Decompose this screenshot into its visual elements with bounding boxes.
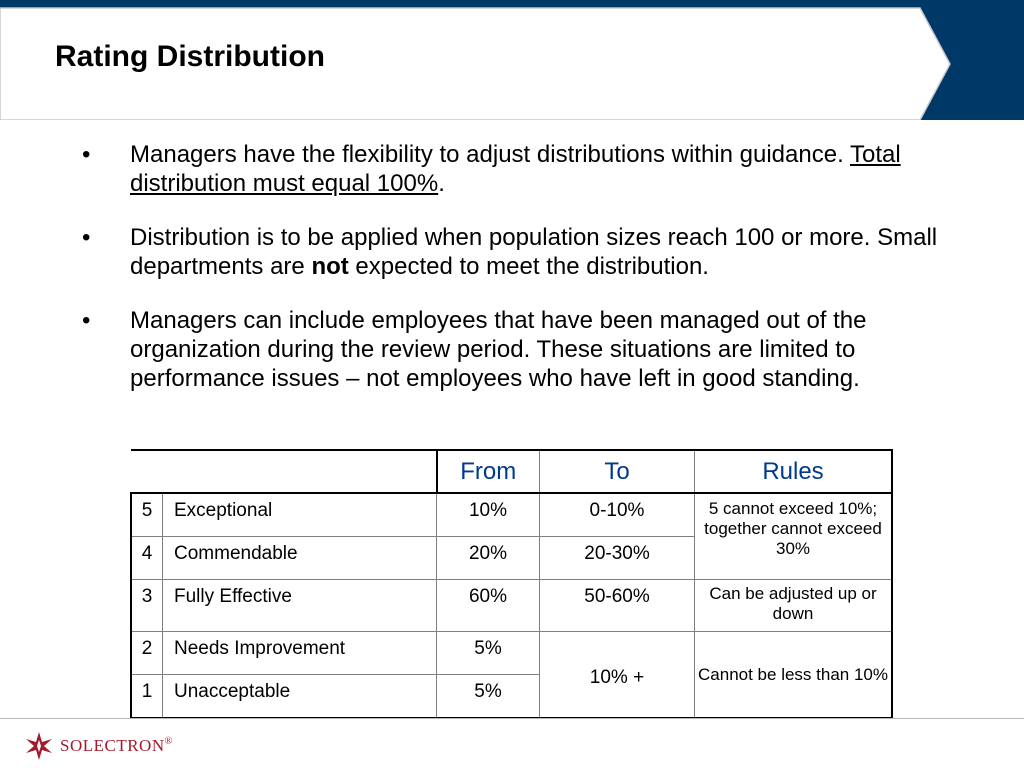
bullet-item — [82, 223, 982, 281]
bullet-symbol: • — [82, 224, 91, 251]
header-to: To — [540, 450, 695, 493]
rule-text: Cannot be less than 10% — [695, 632, 893, 719]
bullet-list — [82, 140, 982, 418]
bullet-text-end: . — [438, 170, 445, 197]
bullet-item — [82, 306, 982, 393]
rule-text: 5 cannot exceed 10%; together cannot exceed 30% — [695, 493, 893, 580]
table-row — [131, 632, 892, 675]
bullet-item — [82, 140, 982, 198]
footer-divider — [0, 718, 1024, 719]
bullet-text: Managers can include employees that have been managed out of the organization during the review period. These situations are limited to performance issues – not employees who have left in good standing. — [130, 307, 867, 392]
from-value: 60% — [437, 580, 540, 632]
bold-text: not — [311, 253, 349, 280]
from-value: 5% — [437, 675, 540, 719]
solectron-logo-icon — [24, 731, 54, 761]
from-value: 10% — [437, 493, 540, 537]
table-row — [131, 493, 892, 537]
underlined-text: Total distribution must equal 100% — [130, 141, 901, 197]
rating-label: Unacceptable — [163, 675, 437, 719]
bullet-text: Managers have the flexibility to adjust distributions within guidance. — [130, 141, 850, 168]
header-spacer — [131, 450, 437, 493]
rating-number: 5 — [131, 493, 163, 537]
from-value: 20% — [437, 537, 540, 580]
bullet-text: Distribution is to be applied when population sizes reach 100 or more. Small departments are — [130, 224, 938, 280]
logo-wordmark: SOLECTRON® — [60, 736, 173, 755]
table-row — [131, 580, 892, 632]
bullet-symbol: • — [82, 307, 91, 334]
rating-number: 3 — [131, 580, 163, 632]
table-header-row — [131, 450, 892, 493]
rating-label: Needs Improvement — [163, 632, 437, 675]
rating-number: 1 — [131, 675, 163, 719]
to-value: 50-60% — [540, 580, 695, 632]
rating-label: Fully Effective — [163, 580, 437, 632]
header-from: From — [437, 450, 540, 493]
from-value: 5% — [437, 632, 540, 675]
rating-label: Commendable — [163, 537, 437, 580]
rating-number: 2 — [131, 632, 163, 675]
rule-text: Can be adjusted up or down — [695, 580, 893, 632]
to-value: 20-30% — [540, 537, 695, 580]
to-value: 0-10% — [540, 493, 695, 537]
bullet-symbol: • — [82, 141, 91, 168]
slide-title: Rating Distribution — [55, 40, 325, 73]
rating-number: 4 — [131, 537, 163, 580]
header-rules: Rules — [695, 450, 893, 493]
company-logo — [24, 731, 173, 761]
to-value-merged: 10% + — [540, 632, 695, 719]
bullet-text-end: expected to meet the distribution. — [348, 253, 709, 280]
rating-label: Exceptional — [163, 493, 437, 537]
rating-table — [130, 449, 893, 719]
